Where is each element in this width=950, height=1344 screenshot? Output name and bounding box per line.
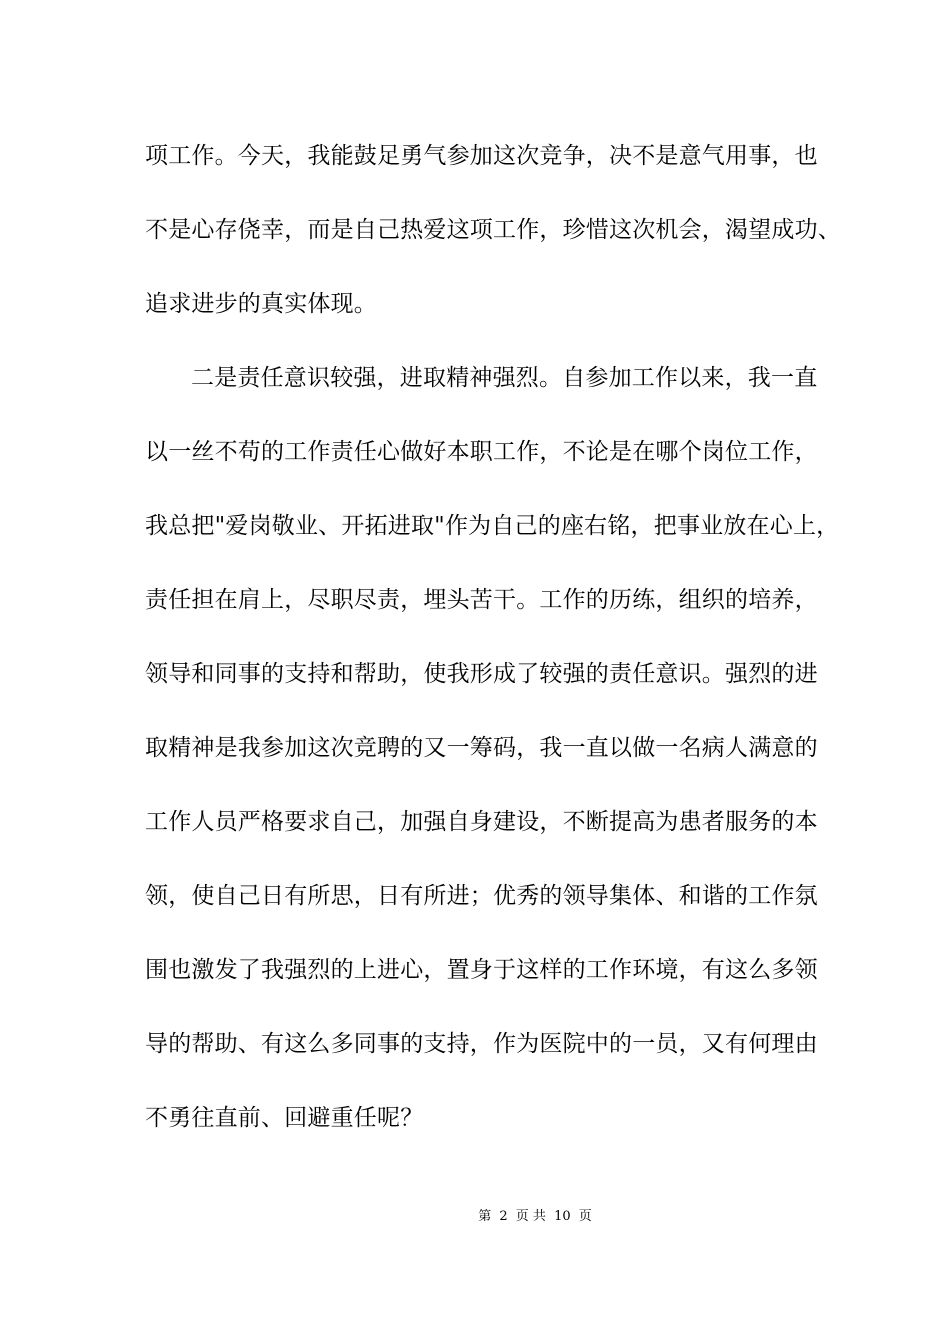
text-line-7: 责任担在肩上，尽职尽责，埋头苦干。工作的历练，组织的培养， [145, 587, 818, 613]
text-line-3: 追求进步的真实体现。 [145, 291, 377, 317]
footer-total-pages: 10 [554, 1209, 571, 1224]
footer-middle: 页 共 [515, 1209, 546, 1224]
text-line-6: 我总把"爱岗敬业、开拓进取"作为自己的座右铭，把事业放在心上， [145, 513, 840, 539]
text-line-14: 不勇往直前、回避重任呢？ [145, 1105, 424, 1131]
text-line-1: 项工作。今天，我能鼓足勇气参加这次竞争，决不是意气用事，也 [145, 143, 818, 169]
text-line-4-paragraph-start: 二是责任意识较强，进取精神强烈。自参加工作以来，我一直 [191, 365, 818, 391]
text-line-13: 导的帮助、有这么多同事的支持，作为医院中的一员，又有何理由 [145, 1031, 818, 1057]
page-footer [0, 1208, 950, 1226]
text-line-8: 领导和同事的支持和帮助，使我形成了较强的责任意识。强烈的进 [145, 661, 818, 687]
footer-current-page: 2 [499, 1209, 508, 1224]
footer-prefix: 第 [478, 1209, 492, 1224]
text-line-5: 以一丝不苟的工作责任心做好本职工作，不论是在哪个岗位工作， [145, 439, 818, 465]
text-line-11: 领，使自己日有所思，日有所进；优秀的领导集体、和谐的工作氛 [145, 883, 818, 909]
text-line-10: 工作人员严格要求自己，加强自身建设，不断提高为患者服务的本 [145, 809, 818, 835]
footer-suffix: 页 [578, 1209, 592, 1224]
text-line-2: 不是心存侥幸，而是自己热爱这项工作，珍惜这次机会，渴望成功、 [145, 217, 841, 243]
text-line-9: 取精神是我参加这次竞聘的又一筹码，我一直以做一名病人满意的 [145, 735, 818, 761]
text-line-12: 围也激发了我强烈的上进心，置身于这样的工作环境，有这么多领 [145, 957, 818, 983]
